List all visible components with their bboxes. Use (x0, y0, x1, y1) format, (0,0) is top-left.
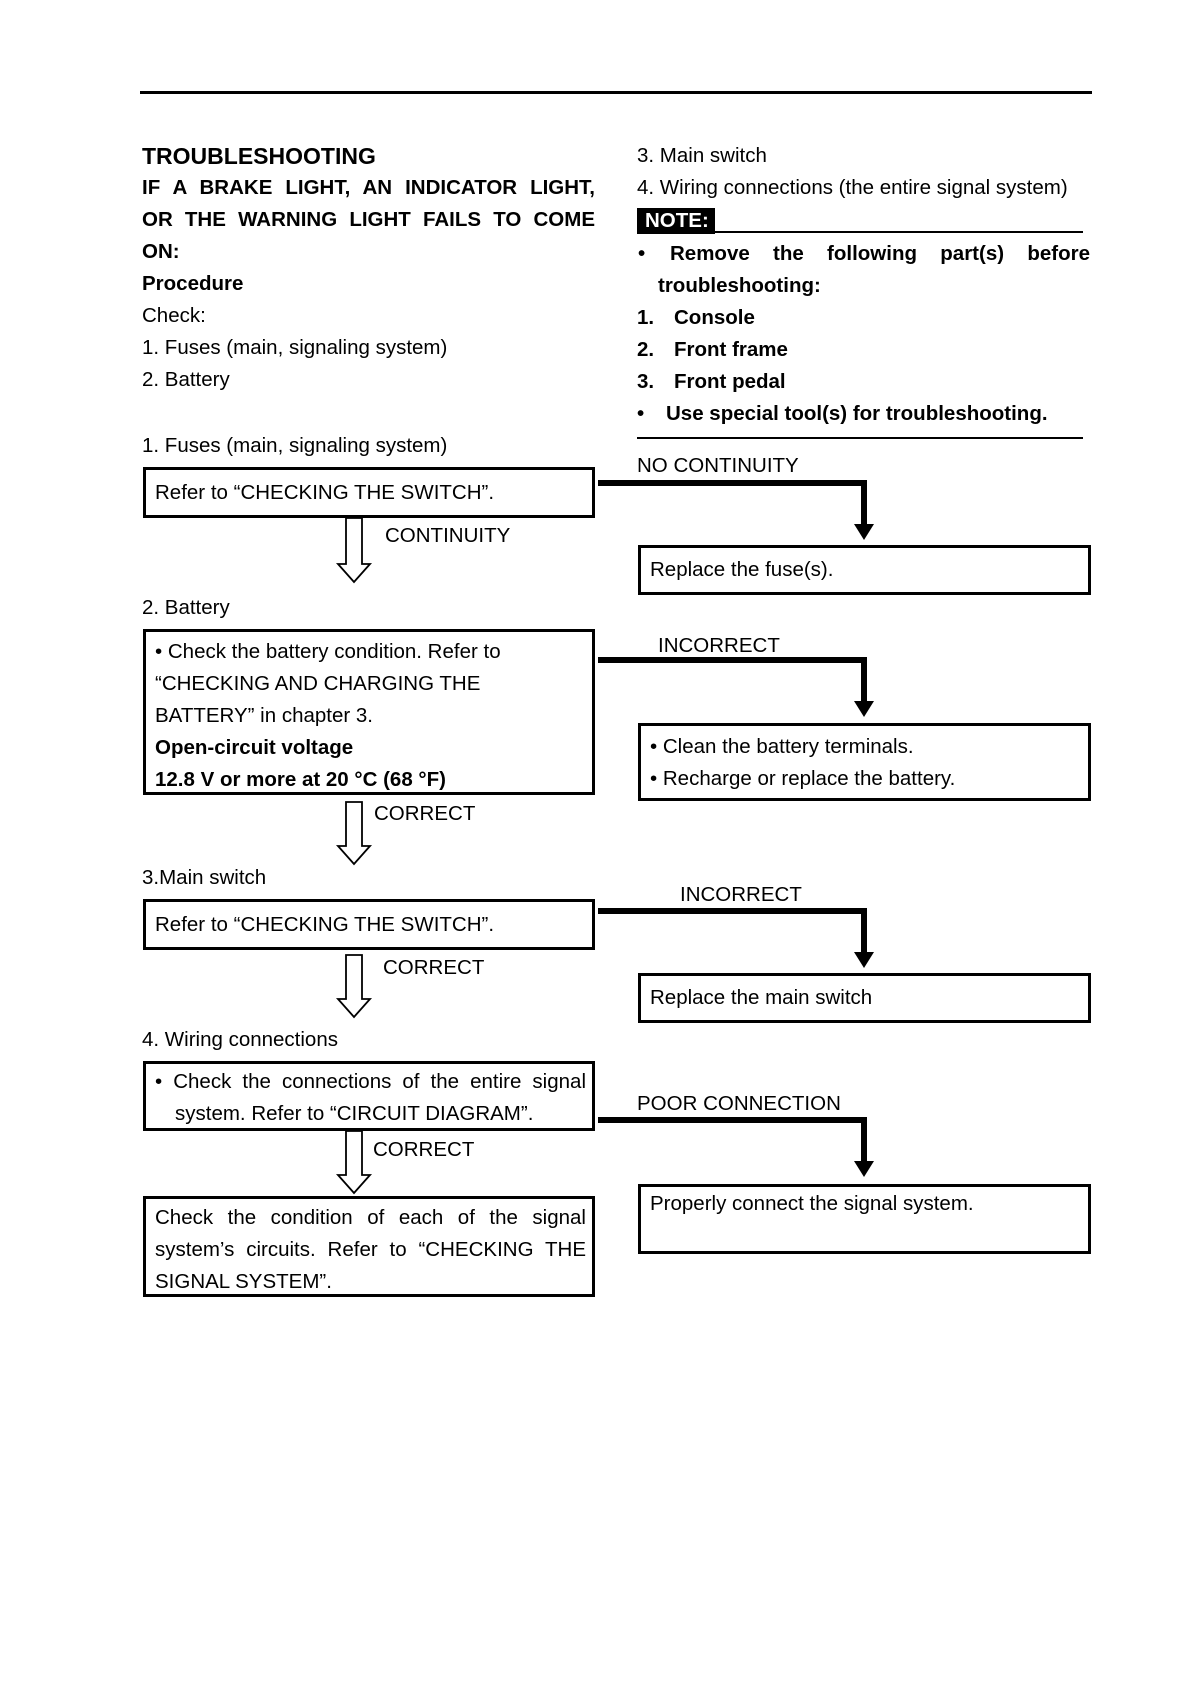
step1-fail-arrow (598, 480, 888, 542)
note-remove-line-2: troubleshooting: (658, 274, 821, 297)
heading-line-3: ON: (142, 240, 180, 263)
step4-down-label: CORRECT (373, 1138, 475, 1161)
step1-fail-label: NO CONTINUITY (637, 454, 799, 477)
top-rule (140, 91, 1092, 94)
step3-down-arrow (338, 955, 378, 1021)
procedure-label: Procedure (142, 272, 244, 295)
check-item-4: 4. Wiring connections (the entire signal system) (637, 176, 1068, 199)
step2-box-line-3: BATTERY” in chapter 3. (155, 704, 373, 727)
step2-down-arrow (338, 802, 378, 868)
heading-line-1: IF A BRAKE LIGHT, AN INDICATOR LIGHT, (142, 176, 595, 199)
check-item-2: 2. Battery (142, 368, 230, 391)
step2-box-line-1: • Check the battery condition. Refer to (155, 640, 501, 663)
step4-box-line-1: • Check the connections of the entire signal (155, 1070, 586, 1093)
check-item-3: 3. Main switch (637, 144, 767, 167)
step3-box-text: Refer to “CHECKING THE SWITCH”. (155, 913, 495, 936)
step3-box (143, 899, 595, 950)
step3-fail-box-text: Replace the main switch (650, 986, 873, 1009)
step1-label: 1. Fuses (main, signaling system) (142, 434, 448, 457)
step4-fail-arrow (598, 1117, 888, 1179)
final-box-line-1: Check the condition of each of the signal (155, 1206, 586, 1229)
section-title: TROUBLESHOOTING (142, 143, 376, 169)
step1-fail-box (638, 545, 1091, 595)
note-word: before (1027, 242, 1090, 265)
step4-fail-label: POOR CONNECTION (637, 1092, 841, 1115)
step1-box-text: Refer to “CHECKING THE SWITCH”. (155, 481, 495, 504)
note-bullet: • (638, 242, 646, 265)
step2-fail-box-line-2: • Recharge or replace the battery. (650, 767, 956, 790)
note-word: Remove (670, 242, 750, 265)
note-tool-bullet: • (637, 402, 645, 425)
note-word: the (773, 242, 804, 265)
note-item-num-1: 1. (637, 306, 655, 329)
step3-fail-label: INCORRECT (680, 883, 802, 906)
note-word: part(s) (940, 242, 1005, 265)
step1-down-arrow (338, 518, 378, 584)
step4-box-line-2: system. Refer to “CIRCUIT DIAGRAM”. (175, 1102, 534, 1125)
step2-box (143, 629, 595, 795)
step2-fail-label: INCORRECT (658, 634, 780, 657)
step4-label: 4. Wiring connections (142, 1028, 338, 1051)
step3-label: 3.Main switch (142, 866, 267, 889)
note-remove-line (670, 238, 1090, 270)
step2-box-line-2: “CHECKING AND CHARGING THE (155, 672, 481, 695)
final-box (143, 1196, 595, 1297)
step2-fail-box-line-1: • Clean the battery terminals. (650, 735, 914, 758)
step4-fail-box (638, 1184, 1091, 1254)
note-item-2: Front frame (674, 338, 788, 361)
step4-box (143, 1061, 595, 1131)
note-word: following (827, 242, 917, 265)
final-box-line-3: SIGNAL SYSTEM”. (155, 1270, 332, 1293)
note-item-num-3: 3. (637, 370, 655, 393)
note-bottom-rule (637, 437, 1083, 439)
check-item-1: 1. Fuses (main, signaling system) (142, 336, 448, 359)
note-item-1: Console (674, 306, 755, 329)
note-item-num-2: 2. (637, 338, 655, 361)
step2-fail-arrow (598, 657, 888, 719)
note-item-3: Front pedal (674, 370, 786, 393)
step2-spec-line-1: Open-circuit voltage (155, 736, 354, 759)
step3-fail-arrow (598, 908, 888, 970)
step1-box (143, 467, 595, 518)
step2-down-label: CORRECT (374, 802, 476, 825)
note-badge: NOTE: (637, 208, 715, 234)
step2-spec-line-2: 12.8 V or more at 20 °C (68 °F) (155, 768, 446, 791)
step2-fail-box (638, 723, 1091, 801)
step3-fail-box (638, 973, 1091, 1023)
check-label: Check: (142, 304, 206, 327)
final-box-line-2: system’s circuits. Refer to “CHECKING THE (155, 1238, 586, 1261)
note-tool-text: Use special tool(s) for troubleshooting. (666, 402, 1048, 425)
step1-fail-box-text: Replace the fuse(s). (650, 558, 834, 581)
step3-down-label: CORRECT (383, 956, 485, 979)
step4-fail-box-text: Properly connect the signal system. (650, 1192, 974, 1215)
step1-down-label: CONTINUITY (385, 524, 511, 547)
note-top-rule (715, 231, 1083, 233)
step2-label: 2. Battery (142, 596, 230, 619)
step4-down-arrow (338, 1131, 378, 1197)
heading-line-2: OR THE WARNING LIGHT FAILS TO COME (142, 208, 595, 231)
